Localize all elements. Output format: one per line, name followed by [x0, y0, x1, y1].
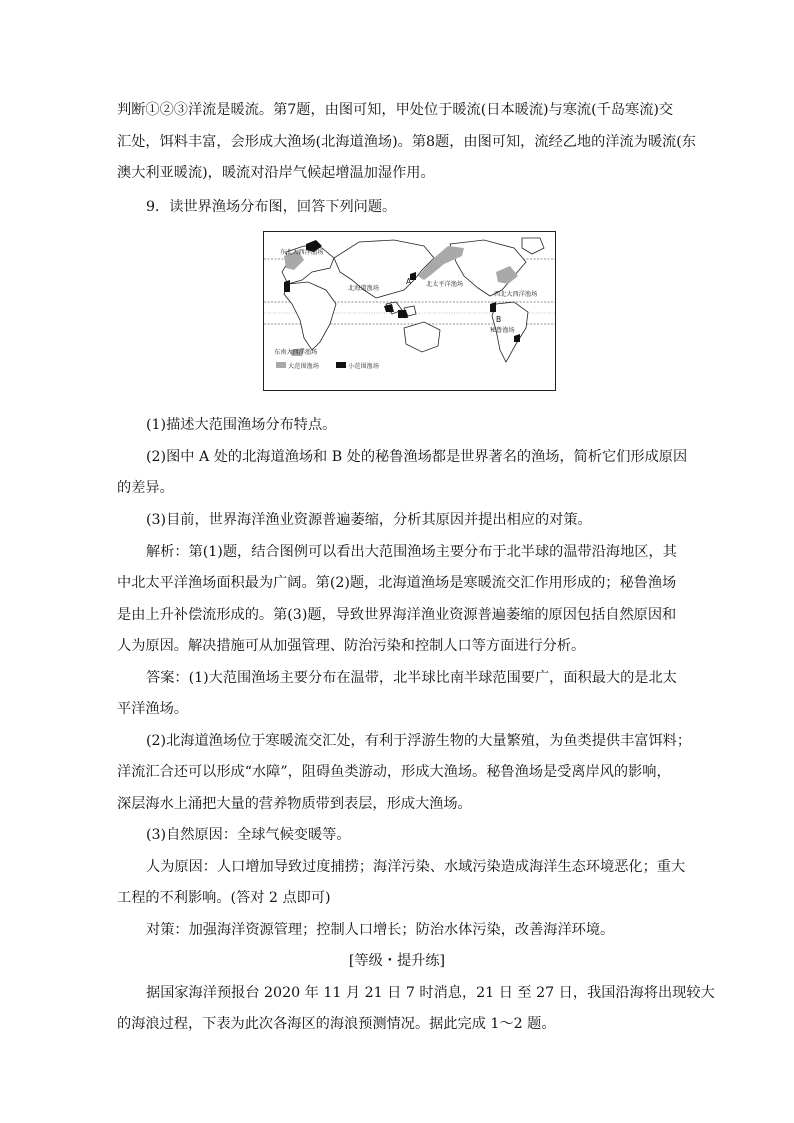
- marker-a: A: [406, 277, 412, 286]
- continents: [282, 238, 544, 362]
- greenland-landmass: [522, 238, 544, 254]
- sub-question-1: (1)描述大范围渔场分布特点。: [146, 417, 337, 433]
- answer-3-human-line-1: 人为原因：人口增加导致过度捕捞；海洋污染、水域污染造成海洋生态环境恶化；重大: [146, 859, 686, 875]
- next-question-line-1: 据国家海洋预报台 2020 年 11 月 21 日 7 时消息，21 日 至 27 日，我国沿海将出现较大: [146, 985, 715, 1001]
- answer-1-line-2: 平洋渔场。: [117, 701, 188, 717]
- label-ne-atlantic: 东北大西洋渔场: [280, 249, 324, 256]
- next-question-line-2: 的海浪过程，下表为此次各海区的海浪预测情况。据此完成 1～2 题。: [117, 1016, 556, 1032]
- explanation-line-3: 是由上升补偿流形成的。第(3)题，导致世界海洋渔业资源普遍萎缩的原因包括自然原因和: [117, 607, 677, 623]
- africa-landmass: [284, 282, 336, 350]
- answer-3-human-line-2: 工程的不利影响。(答对 2 点即可): [117, 890, 331, 906]
- sub-question-2-line-2: 的差异。: [117, 480, 174, 496]
- sub-question-3: (3)目前，世界海洋渔业资源普遍萎缩，分析其原因并提出相应的对策。: [146, 512, 592, 528]
- label-nw-atlantic: 西北大西洋渔场: [494, 291, 538, 298]
- answer-3-measures: 对策：加强海洋资源管理；控制人口增长；防治水体污染，改善海洋环境。: [146, 922, 615, 938]
- label-peru: 秘鲁渔场: [490, 327, 515, 334]
- answer-2-line-3: 深层海水上涌把大量的营养物质带到表层，形成大渔场。: [117, 796, 472, 812]
- map-legend: [276, 362, 379, 370]
- question-9-title: 9．读世界渔场分布图，回答下列问题。: [146, 199, 397, 215]
- small-ground-2: [284, 280, 290, 292]
- legend-large-swatch: [276, 362, 286, 368]
- explanation-line-4: 人为原因。解决措施可从加强管理、防治污染和控制人口等方面进行分析。: [117, 638, 586, 654]
- legend-small-swatch: [336, 362, 346, 368]
- explanation-line-2: 中北太平洋渔场面积最为广阔。第(2)题，北海道渔场是寒暖流交汇作用形成的；秘鲁渔场: [117, 575, 677, 591]
- small-ground-6: [490, 302, 496, 312]
- explanation-line-1: 解析：第(1)题，结合图例可以看出大范围渔场主要分布于北半球的温带沿海地区，其: [146, 544, 677, 560]
- label-hokkaido: 北海道渔场: [348, 285, 379, 292]
- map-svg: [264, 232, 555, 390]
- analysis-line-2: 汇处，饵料丰富，会形成大渔场(北海道渔场)。第8题，由图可知，流经乙地的洋流为暖流(东: [117, 134, 696, 150]
- sub-question-2-line-1: (2)图中 A 处的北海道渔场和 B 处的秘鲁渔场都是世界著名的渔场，简析它们形成原因: [146, 449, 688, 465]
- answer-2-line-1: (2)北海道渔场位于寒暖流交汇处，有利于浮游生物的大量繁殖，为鱼类提供丰富饵料；: [146, 733, 692, 749]
- analysis-line-1: 判断①②③洋流是暖流。第7题，由图可知，甲处位于暖流(日本暖流)与寒流(千岛寒流)交: [117, 102, 674, 118]
- analysis-line-3: 澳大利亚暖流)，暖流对沿岸气候起增温加湿作用。: [117, 165, 435, 181]
- marker-b: B: [496, 315, 502, 324]
- answer-1-line-1: 答案：(1)大范围渔场主要分布在温带，北半球比南半球范围要广，面积最大的是北太: [146, 670, 677, 686]
- australia-landmass: [404, 322, 440, 352]
- answer-3-natural: (3)自然原因：全球气候变暖等。: [146, 827, 351, 843]
- section-heading: [等级・提升练]: [348, 953, 446, 969]
- label-se-atlantic: 东南大西洋渔场: [274, 349, 318, 356]
- label-n-pacific: 北太平洋渔场: [426, 281, 464, 288]
- legend-large-label: 大范围渔场: [288, 363, 319, 370]
- legend-small-label: 小范围渔场: [348, 363, 379, 370]
- world-fishing-map: [263, 231, 556, 391]
- answer-2-line-2: 洋流汇合还可以形成“水障”，阻碍鱼类游动，形成大渔场。秘鲁渔场是受离岸风的影响，: [117, 764, 671, 780]
